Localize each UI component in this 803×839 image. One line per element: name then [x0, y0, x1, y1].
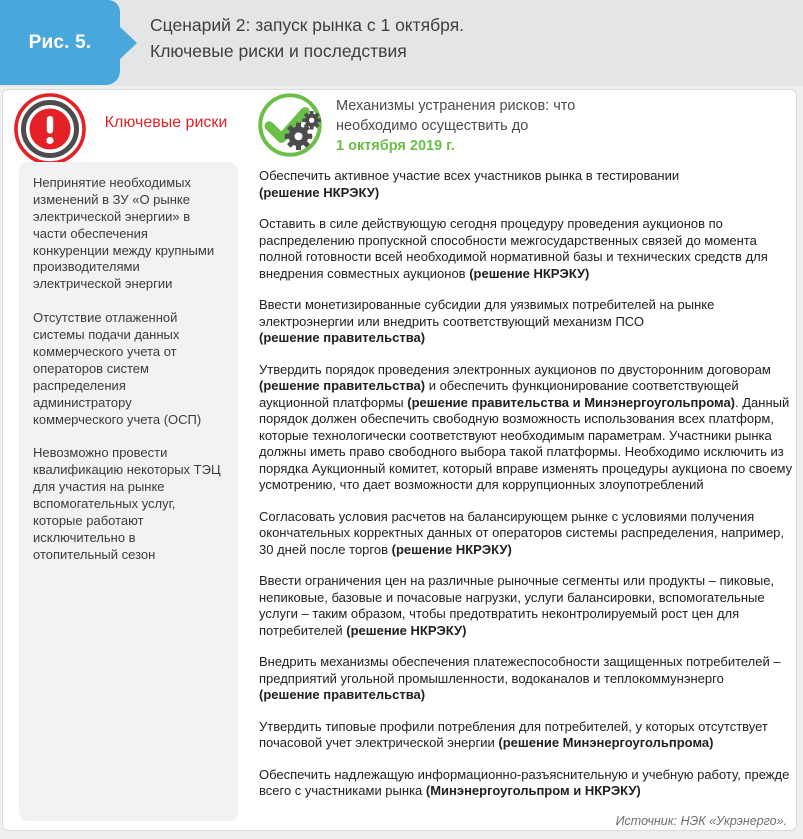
mechanism-item: Оставить в силе действующую сегодня процедуру проведения аукционов по распределению пропускной способности межгосударственных связей до момента полной готовности всей необходимой нормативной базы и технических средств для внедрения совместных аукционов (решение НКРЭКУ) [259, 216, 768, 281]
mechanisms-heading-text: Механизмы устранения рисков: что необходимо осуществить до [336, 98, 576, 134]
risks-panel [19, 162, 238, 821]
mechanism-item: Утвердить типовые профили потребления для потребителей, у которых отсутствует почасовой учет электрической энергии (решение Минэнергоугольпрома) [259, 718, 768, 750]
figure-label: Рис. 5. [28, 31, 92, 53]
risk-item: Невозможно провести квалификацию некоторых ТЭЦ для участия на рынке вспомогательных услуг, которые работают исключительно в отопительный сезон [33, 445, 221, 562]
title-line-1: Сценарий 2: запуск рынка с 1 октября. [150, 15, 465, 35]
risk-item: Отсутствие отлаженной системы подачи данных коммерческого учета от операторов систем распределения администратору коммерческого учета (ОСП) [33, 310, 202, 427]
mechanism-item: Согласовать условия расчетов на балансирующем рынке с условиями получения окончательных корректных данных от операторов системы распределения, например, 30 дней после торгов (решение НКРЭКУ) [259, 508, 785, 557]
mechanism-item: Внедрить механизмы обеспечения платежеспособности защищенных потребителей – предприятий угольной промышленности, водоканалов и теплокоммунэнерго (решение правительства) [259, 654, 781, 702]
source-attribution: Источник: НЭК «Укрэнерго». [615, 814, 787, 828]
mechanisms-list [259, 168, 793, 815]
mechanisms-heading [336, 96, 648, 156]
risks-heading: Ключевые риски [104, 114, 228, 131]
checkmark-gears-icon [257, 92, 323, 158]
mechanisms-deadline-date: 1 октября 2019 г. [336, 138, 455, 154]
mechanism-item: Ввести ограничения цен на различные рыночные сегменты или продукты – пиковые, непиковые, базовые и почасовые нагрузки, услуги балансировки, вспомогательные услуги – таким образом, чтобы предотвратить неконтролируемый рост цен для потребителей (решение НКРЭКУ) [259, 573, 775, 638]
mechanism-item: Обеспечить надлежащую информационно-разъяснительную и учебную работу, прежде всего с участниками рынка (Минэнергоугольпром и НКРЭКУ) [259, 766, 790, 798]
mechanism-item: Утвердить порядок проведения электронных аукционов по двусторонним договорам (решение правительства) и обеспечить функционирование соответствующей аукционной платформы (решение правительства и Минэнергоугольпрома). Данный порядок должен обеспечить свободную возможность использования всех платформ, которые технологически соответствуют необходимым параметрам. Участники рынка должны иметь право свободного выбора такой платформы. Необходимо исключить из порядка Аукционный комитет, который вправе изменять процедуры аукциона по своему усмотрению, что дает возможности для коррупционных злоупотреблений [259, 361, 793, 492]
mechanism-item: Обеспечить активное участие всех участников рынка в тестировании (решение НКРЭКУ) [259, 168, 680, 200]
content-card [2, 89, 797, 831]
header-band [0, 0, 803, 86]
mechanism-item: Ввести монетизированные субсидии для уязвимых потребителей на рынке электроэнергии или внедрить соответствующий механизм ПСО (решение правительства) [259, 297, 715, 345]
badge-arrow-icon [119, 26, 137, 60]
title-line-2: Ключевые риски и последствия [150, 41, 407, 61]
page-title [150, 12, 464, 64]
risk-item: Непринятие необходимых изменений в ЗУ «О рынке электрической энергии» в части обеспечения конкуренции между крупными производителями электрической энергии [33, 175, 215, 292]
figure-badge [0, 0, 120, 85]
warning-exclamation-icon [13, 92, 87, 166]
